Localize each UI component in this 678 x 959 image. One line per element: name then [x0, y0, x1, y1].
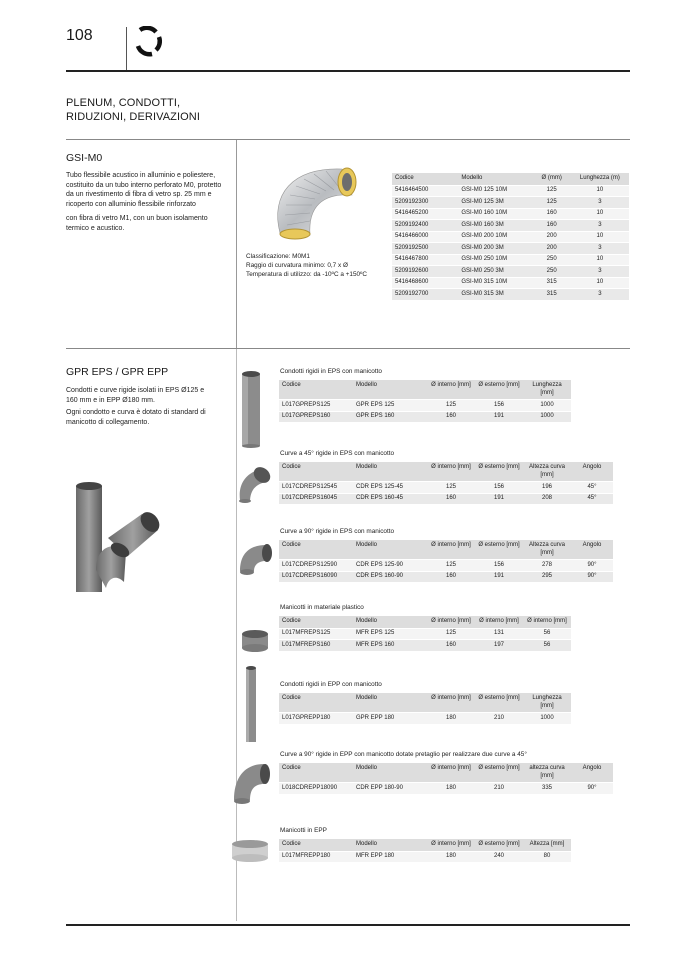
table-row — [279, 851, 571, 863]
table-cell: MFR EPS 125 — [353, 628, 427, 640]
page-number: 108 — [66, 27, 93, 44]
product-block-title: Condotti rigidi in EPP con manicotto — [280, 681, 382, 688]
table-cell: 5416465200 — [392, 208, 458, 220]
table-header-cell: Modello — [458, 173, 532, 185]
table-row — [392, 266, 629, 278]
table-header-cell: Ø interno [mm] — [427, 763, 475, 783]
table-cell: 156 — [475, 560, 523, 572]
gpr-description: Condotti e curve rigide isolati in EPS Ø125 e 160 mm e in EPP Ø180 mm. Ogni condotto e curva è dotato di standard di manicotto di collegamento. — [66, 387, 206, 426]
table-cell: 196 — [523, 482, 571, 494]
table-header-cell: Modello — [353, 763, 427, 783]
table-cell: 90° — [571, 560, 613, 572]
table-cell: GSI-M0 125 3M — [458, 197, 532, 209]
table-cell: GPR EPS 125 — [353, 400, 427, 412]
gsi-column-divider — [236, 140, 237, 348]
page-title: PLENUM, CONDOTTI, RIDUZIONI, DERIVAZIONI — [66, 97, 201, 123]
table-row — [279, 482, 613, 494]
eps-pipes-group-image — [72, 478, 164, 600]
table-header-cell: Ø esterno [mm] — [475, 380, 523, 400]
table-cell: L018CDREPP18090 — [279, 783, 353, 795]
table-cell: 125 — [427, 560, 475, 572]
table-row — [279, 560, 613, 572]
table-cell: 56 — [523, 628, 571, 640]
table-row — [279, 493, 613, 505]
table-cell: 315 — [533, 289, 571, 301]
product-table — [279, 540, 613, 583]
table-header-cell: Ø interno [mm] — [427, 839, 475, 851]
table-cell: 90° — [571, 571, 613, 583]
product-table — [279, 616, 571, 652]
header-rule — [66, 70, 630, 72]
gsi-title: GSI-M0 — [66, 152, 103, 164]
table-header-cell: Ø interno [mm] — [427, 693, 475, 713]
table-cell: L017CDREPS12545 — [279, 482, 353, 494]
table-cell: 210 — [475, 713, 523, 725]
eps-90-elbow-image — [236, 535, 276, 577]
table-header-cell: Codice — [279, 462, 353, 482]
table-cell: 125 — [427, 400, 475, 412]
product-table — [279, 839, 571, 863]
table-cell: 5209192400 — [392, 220, 458, 232]
table-row — [392, 208, 629, 220]
table-header-cell: Lunghezza [mm] — [523, 693, 571, 713]
table-header-cell: Codice — [279, 763, 353, 783]
table-header-cell: Ø esterno [mm] — [475, 462, 523, 482]
table-cell: 250 — [533, 266, 571, 278]
gsi-table — [392, 173, 629, 301]
table-cell: 5416464500 — [392, 185, 458, 197]
table-header-cell: Ø esterno [mm] — [475, 763, 523, 783]
footer-rule — [66, 924, 630, 926]
table-cell: 5416466000 — [392, 231, 458, 243]
table-header-row — [279, 380, 571, 400]
table-cell: 5209192700 — [392, 289, 458, 301]
table-cell: 5209192600 — [392, 266, 458, 278]
table-cell: 90° — [571, 783, 613, 795]
gsi-description: Tubo flessibile acustico in alluminio e poliestere, costituito da un tubo interno perforato M0, protetto da un rivestimento di fibra di vetro sp. 25 mm e ricoperto con alluminio flessibile rinforzato con fibra di vetro M1, con un buon isolamento termico e acustico. — [66, 172, 222, 232]
table-header-row — [279, 839, 571, 851]
table-header-cell: Angolo — [571, 462, 613, 482]
table-cell: GSI-M0 160 10M — [458, 208, 532, 220]
table-row — [279, 400, 571, 412]
product-table — [279, 462, 613, 505]
table-cell: 5416468600 — [392, 277, 458, 289]
table-header-cell: altezza curva [mm] — [523, 763, 571, 783]
section-rule-top — [66, 139, 630, 140]
table-header-cell: Altezza curva [mm] — [523, 540, 571, 560]
table-cell: 125 — [533, 185, 571, 197]
table-header-row — [279, 540, 613, 560]
eps-straight-pipe-image — [240, 368, 262, 448]
table-cell: 3 — [571, 266, 629, 278]
table-cell: GSI-M0 315 3M — [458, 289, 532, 301]
table-cell: GSI-M0 315 10M — [458, 277, 532, 289]
table-header-cell: Modello — [353, 540, 427, 560]
table-header-cell: Modello — [353, 462, 427, 482]
table-cell: 315 — [533, 277, 571, 289]
table-header-cell: Ø interno [mm] — [427, 380, 475, 400]
table-cell: 156 — [475, 482, 523, 494]
table-row — [279, 783, 613, 795]
table-header-cell: Codice — [279, 693, 353, 713]
table-cell: 5209192500 — [392, 243, 458, 255]
table-header-cell: Codice — [279, 380, 353, 400]
eps-sleeve-image — [240, 628, 270, 654]
table-cell: 191 — [475, 411, 523, 423]
table-row — [392, 254, 629, 266]
table-cell: 250 — [533, 254, 571, 266]
epp-straight-pipe-image — [244, 664, 258, 744]
product-table — [279, 763, 613, 795]
table-cell: 295 — [523, 571, 571, 583]
table-cell: 10 — [571, 208, 629, 220]
table-cell: 200 — [533, 231, 571, 243]
table-cell: 45° — [571, 482, 613, 494]
table-row — [392, 220, 629, 232]
table-row — [392, 231, 629, 243]
table-cell: MFR EPP 180 — [353, 851, 427, 863]
table-cell: MFR EPS 160 — [353, 640, 427, 652]
table-cell: 10 — [571, 231, 629, 243]
table-header-row — [279, 616, 571, 628]
table-header-cell: Codice — [279, 616, 353, 628]
table-row — [392, 197, 629, 209]
table-cell: 278 — [523, 560, 571, 572]
table-cell: CDR EPS 125-45 — [353, 482, 427, 494]
table-cell: 10 — [571, 254, 629, 266]
product-block-title: Manicotti in materiale plastico — [280, 604, 364, 611]
product-table — [279, 380, 571, 423]
gsi-specs: Classificazione: M0M1 Raggio di curvatura minimo: 0,7 x Ø Temperatura di utilizzo: da -10ºC a +150ºC — [246, 253, 368, 278]
header-divider — [126, 27, 127, 71]
product-block-title: Curve a 90° rigide in EPP con manicotto dotate pretaglio per realizzare due curve a 45° — [280, 751, 527, 758]
table-header-cell: Lunghezza (m) — [571, 173, 629, 185]
section-rule-mid — [66, 348, 630, 349]
brand-logo-icon — [132, 26, 164, 58]
table-header-cell: Modello — [353, 839, 427, 851]
table-cell: 10 — [571, 277, 629, 289]
table-cell: L017CDREPS16090 — [279, 571, 353, 583]
table-cell: 10 — [571, 185, 629, 197]
table-header-cell: Ø esterno [mm] — [475, 693, 523, 713]
product-block-title: Curve a 45° rigide in EPS con manicotto — [280, 450, 395, 457]
table-cell: 131 — [475, 628, 523, 640]
table-cell: L017MFREPS125 — [279, 628, 353, 640]
table-header-cell: Ø interno [mm] — [523, 616, 571, 628]
table-header-cell: Ø (mm) — [533, 173, 571, 185]
table-cell: 160 — [533, 208, 571, 220]
table-header-cell: Ø interno [mm] — [427, 462, 475, 482]
table-cell: 160 — [533, 220, 571, 232]
table-cell: L017MFREPS160 — [279, 640, 353, 652]
table-cell: GPR EPP 180 — [353, 713, 427, 725]
table-cell: 125 — [427, 628, 475, 640]
table-header-cell: Codice — [392, 173, 458, 185]
table-header-cell: Codice — [279, 540, 353, 560]
table-header-row — [279, 693, 571, 713]
table-cell: 80 — [523, 851, 571, 863]
table-cell: L017GPREPS160 — [279, 411, 353, 423]
table-header-cell: Modello — [353, 380, 427, 400]
table-cell: 335 — [523, 783, 571, 795]
table-cell: 180 — [427, 783, 475, 795]
table-cell: CDR EPS 160-45 — [353, 493, 427, 505]
table-cell: L017GPREPP180 — [279, 713, 353, 725]
product-table — [279, 693, 571, 725]
table-cell: 3 — [571, 289, 629, 301]
table-cell: 5209192300 — [392, 197, 458, 209]
table-cell: 180 — [427, 851, 475, 863]
table-cell: GSI-M0 200 3M — [458, 243, 532, 255]
table-cell: 45° — [571, 493, 613, 505]
table-cell: CDR EPP 180-90 — [353, 783, 427, 795]
table-cell: L017MFREPP180 — [279, 851, 353, 863]
table-cell: 5416467800 — [392, 254, 458, 266]
table-header-cell: Ø interno [mm] — [475, 616, 523, 628]
table-header-cell: Altezza [mm] — [523, 839, 571, 851]
table-header-cell: Ø interno [mm] — [427, 540, 475, 560]
table-cell: L017CDREPS16045 — [279, 493, 353, 505]
table-cell: 1000 — [523, 713, 571, 725]
epp-90-elbow-image — [230, 756, 272, 806]
table-cell: 160 — [427, 411, 475, 423]
table-cell: L017GPREPS125 — [279, 400, 353, 412]
table-cell: 56 — [523, 640, 571, 652]
table-row — [392, 185, 629, 197]
table-header-cell: Angolo — [571, 763, 613, 783]
table-row — [392, 289, 629, 301]
table-header-cell: Ø esterno [mm] — [475, 540, 523, 560]
product-block-title: Manicotti in EPP — [280, 827, 327, 834]
table-cell: 125 — [427, 482, 475, 494]
table-cell: 3 — [571, 243, 629, 255]
product-block-title: Condotti rigidi in EPS con manicotto — [280, 368, 382, 375]
table-row — [392, 243, 629, 255]
table-row — [279, 411, 571, 423]
table-cell: GSI-M0 250 10M — [458, 254, 532, 266]
table-cell: GSI-M0 125 10M — [458, 185, 532, 197]
table-cell: 240 — [475, 851, 523, 863]
gpr-title: GPR EPS / GPR EPP — [66, 366, 169, 378]
table-header-row — [279, 462, 613, 482]
table-cell: 3 — [571, 197, 629, 209]
table-cell: 156 — [475, 400, 523, 412]
table-cell: L017CDREPS12590 — [279, 560, 353, 572]
table-cell: 197 — [475, 640, 523, 652]
gpr-column-divider — [236, 349, 237, 921]
table-header-cell: Ø esterno [mm] — [475, 839, 523, 851]
table-header-cell: Altezza curva [mm] — [523, 462, 571, 482]
table-header-row — [279, 763, 613, 783]
table-cell: CDR EPS 160-90 — [353, 571, 427, 583]
table-row — [279, 628, 571, 640]
table-cell: GSI-M0 250 3M — [458, 266, 532, 278]
table-cell: 200 — [533, 243, 571, 255]
table-row — [279, 713, 571, 725]
flexible-duct-image — [252, 155, 372, 241]
table-header-cell: Modello — [353, 616, 427, 628]
table-cell: 1000 — [523, 411, 571, 423]
table-cell: GSI-M0 200 10M — [458, 231, 532, 243]
table-header-cell: Modello — [353, 693, 427, 713]
table-cell: 160 — [427, 640, 475, 652]
table-cell: CDR EPS 125-90 — [353, 560, 427, 572]
table-cell: 160 — [427, 493, 475, 505]
table-cell: 191 — [475, 571, 523, 583]
table-cell: 180 — [427, 713, 475, 725]
table-cell: 160 — [427, 571, 475, 583]
table-cell: 191 — [475, 493, 523, 505]
table-header-row — [392, 173, 629, 185]
eps-45-elbow-image — [236, 460, 272, 504]
table-cell: 208 — [523, 493, 571, 505]
table-header-cell: Ø interno [mm] — [427, 616, 475, 628]
table-row — [392, 277, 629, 289]
table-row — [279, 571, 613, 583]
product-block-title: Curve a 90° rigide in EPS con manicotto — [280, 528, 395, 535]
table-cell: 210 — [475, 783, 523, 795]
table-cell: 1000 — [523, 400, 571, 412]
table-header-cell: Codice — [279, 839, 353, 851]
table-cell: 3 — [571, 220, 629, 232]
table-cell: GSI-M0 160 3M — [458, 220, 532, 232]
table-header-cell: Lunghezza [mm] — [523, 380, 571, 400]
table-cell: 125 — [533, 197, 571, 209]
epp-sleeve-image — [230, 838, 270, 864]
table-row — [279, 640, 571, 652]
table-cell: GPR EPS 160 — [353, 411, 427, 423]
table-header-cell: Angolo — [571, 540, 613, 560]
